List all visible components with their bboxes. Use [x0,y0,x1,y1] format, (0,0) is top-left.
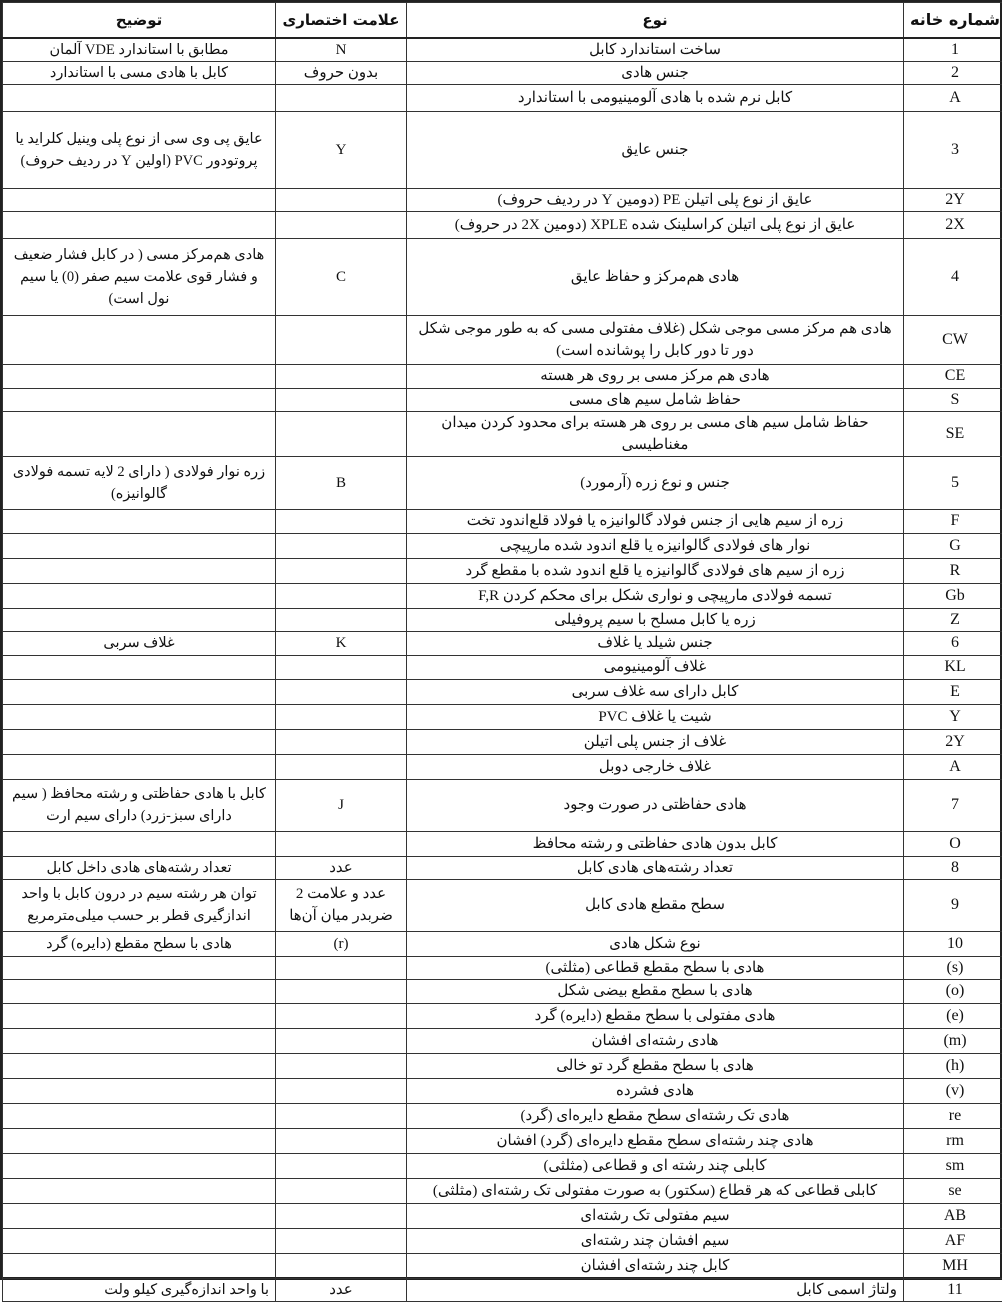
cell-desc [3,533,276,558]
cell-type: سیم مفتولی تک رشته‌ای [407,1203,904,1228]
cell-type: هادی چند رشته‌ای سطح مقطع دایره‌ای (گرد) افشان [407,1128,904,1153]
cell-desc [3,979,276,1003]
cell-number: 2X [904,211,1002,238]
cell-desc [3,1028,276,1053]
table-row [3,1053,1002,1078]
cell-number: se [904,1178,1002,1203]
table-row [3,1003,1002,1028]
cell-number: (e) [904,1003,1002,1028]
header-desc: توضیح [3,3,276,38]
table-row [3,411,1002,456]
cell-type: سطح مقطع هادی کابل [407,879,904,931]
cell-type: حفاظ شامل سیم های مسی بر روی هر هسته برای محدود کردن میدان مغناطیسی [407,411,904,456]
table-row [3,1028,1002,1053]
cell-number: 10 [904,931,1002,956]
cell-desc [3,509,276,533]
table-row [3,558,1002,583]
cell-desc: با واحد اندازه‌گیری کیلو ولت [3,1278,276,1301]
cell-type: جنس و نوع زره (آرمورد) [407,456,904,509]
table-row [3,956,1002,979]
cell-abbr [276,1003,407,1028]
cell-abbr: عدد [276,856,407,879]
cell-desc [3,754,276,779]
cell-abbr [276,1178,407,1203]
cell-type: هادی فشرده [407,1078,904,1103]
cell-desc [3,1153,276,1178]
cell-desc [3,704,276,729]
cell-desc: هادی هم‌مرکز مسی ( در کابل فشار ضعیف و فشار قوی علامت سیم صفر (0) یا سیم نول است) [3,238,276,315]
cell-desc: توان هر رشته سیم در درون کابل با واحد اندازگیری قطر بر حسب میلی‌مترمربع [3,879,276,931]
cell-abbr [276,831,407,856]
table-row [3,679,1002,704]
cell-abbr [276,84,407,111]
cell-number: AF [904,1228,1002,1253]
cell-desc [3,1078,276,1103]
cell-number: F [904,509,1002,533]
table-row [3,1278,1002,1301]
cell-type: هادی هم مرکز مسی موجی شکل (غلاف مفتولی مسی که به طور موجی شکل دور تا دور کابل را پوشانده است) [407,315,904,364]
cell-type: کابلی چند رشته ای و قطاعی (مثلثی) [407,1153,904,1178]
table-row [3,1178,1002,1203]
cell-desc [3,1053,276,1078]
cell-type: ساخت استاندارد کابل [407,38,904,62]
cell-type: غلاف آلومینیومی [407,655,904,679]
table-row [3,831,1002,856]
cell-type: عایق از نوع پلی اتیلن PE (دومین Y در ردیف حروف) [407,188,904,211]
cell-desc: تعداد رشته‌های هادی داخل کابل [3,856,276,879]
cell-type: کابلی قطاعی که هر قطاع (سکتور) به صورت مفتولی تک رشته‌ای (مثلثی) [407,1178,904,1203]
table-body [3,38,1002,1302]
cell-desc [3,583,276,608]
cell-type: هادی با سطح مقطع گرد تو خالی [407,1053,904,1078]
cell-abbr: K [276,631,407,655]
cell-abbr [276,1253,407,1278]
cell-desc [3,188,276,211]
cell-number: 9 [904,879,1002,931]
cell-number: CW [904,315,1002,364]
table-row [3,729,1002,754]
cell-desc: مطابق با استاندارد VDE آلمان [3,38,276,62]
cell-abbr: (r) [276,931,407,956]
cell-number: R [904,558,1002,583]
cell-abbr [276,1203,407,1228]
cell-abbr [276,364,407,388]
cell-number: KL [904,655,1002,679]
table-row [3,388,1002,411]
cell-abbr [276,509,407,533]
cell-desc [3,679,276,704]
table-row [3,84,1002,111]
cell-abbr [276,704,407,729]
cell-type: تعداد رشته‌های هادی کابل [407,856,904,879]
cell-abbr [276,1128,407,1153]
cell-abbr [276,956,407,979]
cell-type: غلاف خارجی دوبل [407,754,904,779]
table-row [3,931,1002,956]
cell-number: sm [904,1153,1002,1178]
cell-abbr [276,558,407,583]
cell-number: A [904,754,1002,779]
cell-desc [3,729,276,754]
cell-number: O [904,831,1002,856]
cell-type: کابل نرم شده با هادی آلومینیومی با استاندارد [407,84,904,111]
cell-type: جنس شیلد یا غلاف [407,631,904,655]
cell-type: هادی هم‌مرکز و حفاظ عایق [407,238,904,315]
cell-abbr [276,679,407,704]
cell-type: سیم افشان چند رشته‌ای [407,1228,904,1253]
cell-desc: کابل با هادی حفاظتی و رشته محافظ ( سیم دارای سبز-زرد) دارای سیم ارت [3,779,276,831]
cell-abbr [276,583,407,608]
table-row [3,608,1002,631]
cell-abbr [276,533,407,558]
table-row [3,704,1002,729]
cell-desc: هادی با سطح مقطع (دایره) گرد [3,931,276,956]
cell-abbr [276,754,407,779]
cell-number: 1 [904,38,1002,62]
table-row [3,38,1002,62]
cell-number: A [904,84,1002,111]
table-row [3,61,1002,84]
cell-abbr [276,1228,407,1253]
cell-number: 2 [904,61,1002,84]
cell-number: 2Y [904,729,1002,754]
cell-desc: کابل با هادی مسی با استاندارد [3,61,276,84]
cell-type: هادی هم مرکز مسی بر روی هر هسته [407,364,904,388]
cell-number: AB [904,1203,1002,1228]
cell-number: (v) [904,1078,1002,1103]
cell-desc: غلاف سربی [3,631,276,655]
cell-abbr: N [276,38,407,62]
cell-type: هادی تک رشته‌ای سطح مقطع دایره‌ای (گرد) [407,1103,904,1128]
cell-desc [3,831,276,856]
cell-abbr: J [276,779,407,831]
table-row [3,315,1002,364]
table-row [3,111,1002,188]
cell-type: عایق از نوع پلی اتیلن کراسلینک شده XPLE (دومین 2X در حروف) [407,211,904,238]
cell-number: 11 [904,1278,1002,1301]
cell-desc [3,1103,276,1128]
table-row [3,1228,1002,1253]
cell-number: S [904,388,1002,411]
table-row [3,1153,1002,1178]
table-row [3,211,1002,238]
cell-abbr [276,608,407,631]
cell-type: هادی حفاظتی در صورت وجود [407,779,904,831]
cell-number: E [904,679,1002,704]
table-row [3,188,1002,211]
cell-desc [3,956,276,979]
cell-number: 6 [904,631,1002,655]
table-row [3,533,1002,558]
cell-type: زره از سیم های فولادی گالوانیزه یا قلع اندود شده با مقطع گرد [407,558,904,583]
cell-number: 8 [904,856,1002,879]
table-row [3,456,1002,509]
cell-abbr [276,1153,407,1178]
table-row [3,631,1002,655]
cell-number: Y [904,704,1002,729]
header-row [3,3,1002,38]
cell-desc [3,1128,276,1153]
cell-number: G [904,533,1002,558]
cell-type: زره از سیم هایی از جنس فولاد گالوانیزه یا فولاد قلع‌اندود تخت [407,509,904,533]
cell-type: شیت یا غلاف PVC [407,704,904,729]
cell-abbr [276,1028,407,1053]
cell-type: حفاظ شامل سیم های مسی [407,388,904,411]
cell-abbr [276,1078,407,1103]
cell-type: تسمه فولادی مارپیچی و نواری شکل برای محکم کردن F,R [407,583,904,608]
cell-abbr: Y [276,111,407,188]
cell-type: نوار های فولادی گالوانیزه یا قلع اندود شده مارپیچی [407,533,904,558]
cell-desc [3,364,276,388]
cell-type: هادی مفتولی با سطح مقطع (دایره) گرد [407,1003,904,1028]
cell-number: 7 [904,779,1002,831]
cell-desc [3,1178,276,1203]
cell-number: 3 [904,111,1002,188]
cell-type: هادی با سطح مقطع بیضی شکل [407,979,904,1003]
table-row [3,1253,1002,1278]
table-row [3,364,1002,388]
cell-number: (h) [904,1053,1002,1078]
table-row [3,754,1002,779]
cell-number: SE [904,411,1002,456]
header-number: شماره خانه [904,3,1002,38]
table-row [3,509,1002,533]
header-abbr: علامت اختصاری [276,3,407,38]
cell-abbr [276,1103,407,1128]
cell-type: هادی رشته‌ای افشان [407,1028,904,1053]
cell-number: Z [904,608,1002,631]
cell-type: کابل دارای سه غلاف سربی [407,679,904,704]
table-row [3,779,1002,831]
table-row [3,879,1002,931]
table-row [3,1203,1002,1228]
cell-type: کابل بدون هادی حفاظتی و رشته محافظ [407,831,904,856]
cell-number: CE [904,364,1002,388]
cell-desc: زره نوار فولادی ( دارای 2 لایه تسمه فولادی گالوانیزه) [3,456,276,509]
cell-desc [3,411,276,456]
cell-abbr [276,188,407,211]
cell-desc [3,315,276,364]
header-type: نوع [407,3,904,38]
cell-desc [3,1253,276,1278]
cell-number: (m) [904,1028,1002,1053]
cell-abbr [276,411,407,456]
cell-desc [3,655,276,679]
cell-abbr [276,388,407,411]
cell-desc [3,1003,276,1028]
table-row [3,583,1002,608]
table-row [3,655,1002,679]
cable-code-table [2,2,1002,1302]
cell-number: 4 [904,238,1002,315]
cell-abbr [276,729,407,754]
cell-type: غلاف از جنس پلی اتیلن [407,729,904,754]
cell-desc [3,211,276,238]
cell-abbr [276,211,407,238]
cell-number: 5 [904,456,1002,509]
cell-number: MH [904,1253,1002,1278]
cell-desc [3,558,276,583]
cell-number: re [904,1103,1002,1128]
cell-abbr: عدد و علامت 2 ضربدر میان آن‌ها [276,879,407,931]
cell-type: زره یا کابل مسلح با سیم پروفیلی [407,608,904,631]
cell-number: 2Y [904,188,1002,211]
cell-number: Gb [904,583,1002,608]
cell-number: (s) [904,956,1002,979]
cell-abbr [276,979,407,1003]
cell-type: نوع شکل هادی [407,931,904,956]
cell-desc [3,388,276,411]
cell-abbr [276,315,407,364]
cell-abbr: C [276,238,407,315]
cell-desc: عایق پی وی سی از نوع پلی وینیل کلراید یا پروتودور PVC (اولین Y در ردیف حروف) [3,111,276,188]
cell-abbr [276,1053,407,1078]
table-row [3,1103,1002,1128]
cell-desc [3,1228,276,1253]
cell-type: ولتاژ اسمی کابل [407,1278,904,1301]
cell-abbr [276,655,407,679]
cell-number: rm [904,1128,1002,1153]
cell-type: کابل چند رشته‌ای افشان [407,1253,904,1278]
cell-desc [3,1203,276,1228]
cell-desc [3,608,276,631]
cell-number: (o) [904,979,1002,1003]
cell-desc [3,84,276,111]
table-row [3,856,1002,879]
cell-type: جنس هادی [407,61,904,84]
table-row [3,1078,1002,1103]
table-row [3,979,1002,1003]
table-row [3,238,1002,315]
cell-abbr: B [276,456,407,509]
cell-abbr: عدد [276,1278,407,1301]
cell-type: هادی با سطح مقطع قطاعی (مثلثی) [407,956,904,979]
table-row [3,1128,1002,1153]
cell-type: جنس عایق [407,111,904,188]
cell-abbr: بدون حروف [276,61,407,84]
